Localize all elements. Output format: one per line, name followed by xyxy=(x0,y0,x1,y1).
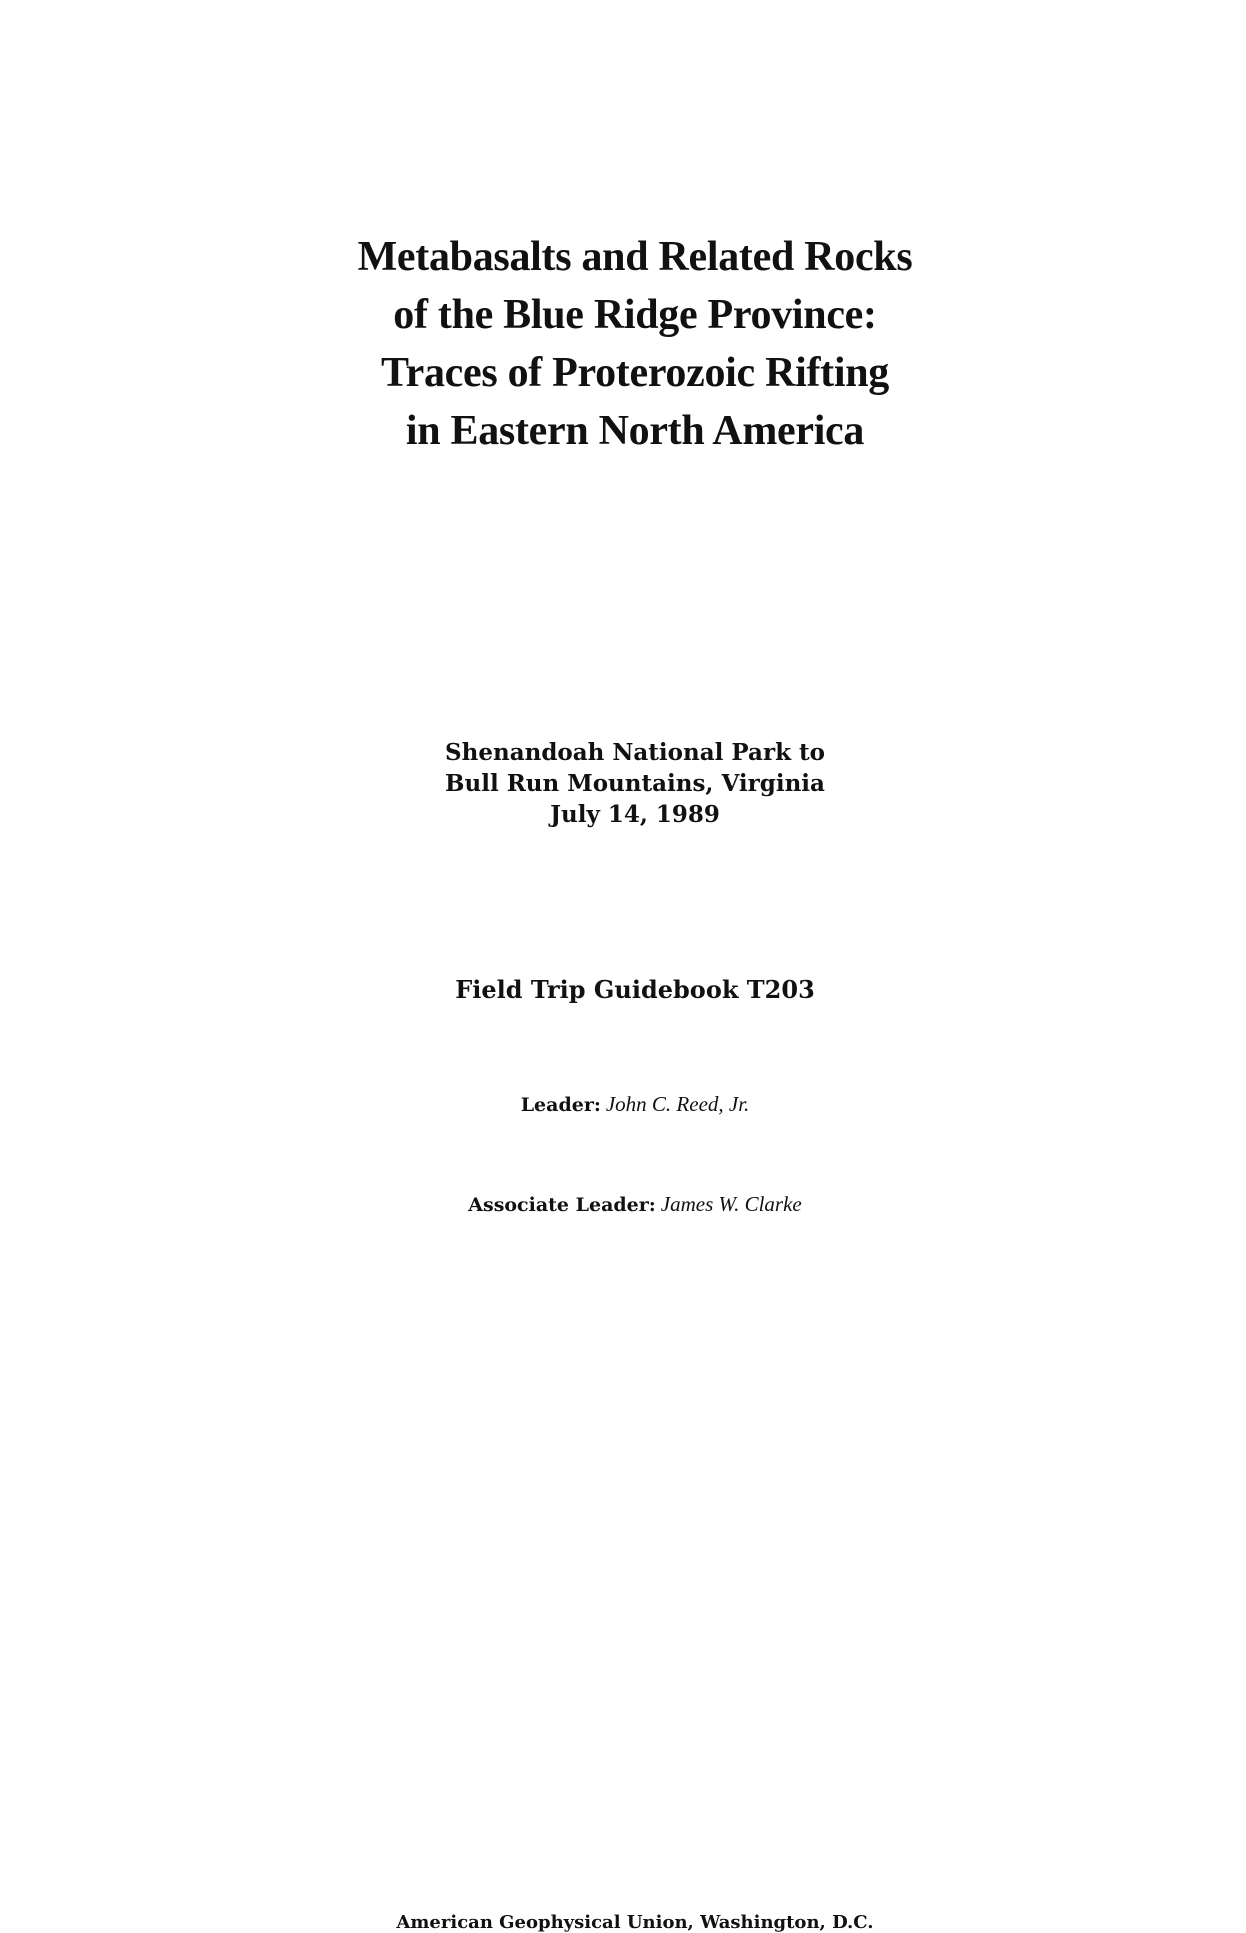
title-line-2: of the Blue Ridge Province: xyxy=(393,292,877,338)
subtitle-line-1: Shenandoah National Park to xyxy=(445,739,825,766)
leader-line xyxy=(12,1092,1246,1117)
title-line-3: Traces of Proterozoic Rifting xyxy=(381,350,889,396)
title-line-1: Metabasalts and Related Rocks xyxy=(357,234,913,280)
leader-label: Leader: xyxy=(520,1094,601,1116)
document-title xyxy=(12,228,1246,460)
publisher: American Geophysical Union, Washington, D.C. xyxy=(396,1912,874,1933)
guidebook-number: Field Trip Guidebook T203 xyxy=(455,975,815,1004)
trip-date: July 14, 1989 xyxy=(550,801,720,828)
associate-leader-line xyxy=(12,1192,1246,1217)
associate-leader-label: Associate Leader: xyxy=(468,1194,656,1216)
leader-name: John C. Reed, Jr. xyxy=(605,1092,750,1116)
trip-location-date xyxy=(12,737,1246,830)
title-line-4: in Eastern North America xyxy=(405,408,865,454)
subtitle-line-2: Bull Run Mountains, Virginia xyxy=(445,770,825,797)
associate-leader-name: James W. Clarke xyxy=(660,1192,802,1216)
